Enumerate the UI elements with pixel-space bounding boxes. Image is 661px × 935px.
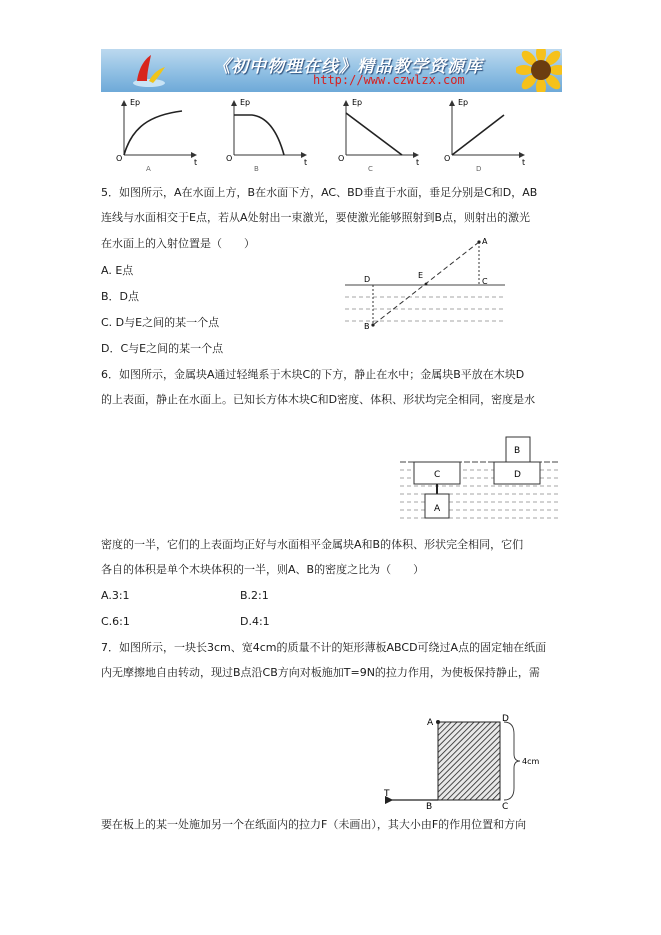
q6-option-a: A.3:1 (101, 589, 130, 602)
q5-option-c: C. D与E之间的某一个点 (101, 316, 220, 329)
q6-option-d: D.4:1 (240, 615, 270, 628)
graph-b-xlabel: t (304, 158, 308, 167)
q6-line-2: 的上表面，静止在水面上。已知长方体木块C和D密度、体积、形状均完全相同，密度是水 (101, 393, 536, 406)
graph-c-ylabel: Ep (352, 98, 363, 107)
graph-b (226, 98, 307, 173)
q5-fig-label-d: D (364, 275, 371, 284)
sunflower-icon (516, 49, 562, 92)
q6-figure (396, 434, 564, 524)
q7-fig-label-d: D (502, 714, 509, 724)
logo-icon (129, 53, 169, 89)
q7-figure (378, 710, 548, 812)
graph-b-origin: O (226, 154, 233, 163)
q6-line-4: 各自的体积是单个木块体积的一半，则A、B的密度之比为（ ） (101, 563, 425, 576)
q6-line-1: 6．如图所示，金属块A通过轻绳系于木块C的下方，静止在水中；金属块B平放在木块D (101, 368, 525, 381)
q6-fig-label-b: B (514, 446, 521, 456)
q5-line-1: 5．如图所示，A在水面上方，B在水面下方，AC、BD垂直于水面，垂足分别是C和D，AB (101, 186, 538, 199)
ep-t-graphs (110, 95, 540, 175)
graph-c (338, 98, 419, 173)
q6-fig-label-a: A (434, 504, 441, 514)
q7-fig-label-c: C (502, 802, 509, 812)
q5-figure (340, 232, 510, 332)
graph-b-ylabel: Ep (240, 98, 251, 107)
banner-url: http://www.czwlzx.com (313, 73, 465, 87)
q5-line-2: 连线与水面相交于E点，若从A处射出一束激光，要使激光能够照射到B点，则射出的激光 (101, 211, 531, 224)
q5-fig-label-a: A (482, 237, 488, 246)
q6-fig-label-d: D (514, 470, 521, 480)
graph-c-origin: O (338, 154, 345, 163)
q5-option-a: A. E点 (101, 264, 134, 277)
graph-a-ylabel: Ep (130, 98, 141, 107)
q5-fig-label-b: B (364, 322, 370, 331)
q5-fig-label-e: E (418, 271, 424, 280)
q6-option-c: C.6:1 (101, 615, 130, 628)
q6-option-b: B.2:1 (240, 589, 269, 602)
graph-a-label: A (146, 165, 151, 173)
q7-line-1: 7．如图所示，一块长3cm、宽4cm的质量不计的矩形薄板ABCD可绕过A点的固定轴在纸面 (101, 641, 547, 654)
graph-d-label: D (476, 165, 482, 173)
q7-fig-dimension: 4cm (522, 757, 540, 766)
q7-line-3: 要在板上的某一处施加另一个在纸面内的拉力F（未画出），其大小由F的作用位置和方向 (101, 818, 527, 831)
header-banner (101, 49, 562, 92)
graph-a (116, 98, 197, 173)
q5-option-b: B．D点 (101, 290, 140, 303)
graph-a-origin: O (116, 154, 123, 163)
q7-fig-label-a: A (427, 718, 434, 728)
graph-d-origin: O (444, 154, 451, 163)
graph-b-label: B (254, 165, 259, 173)
graph-d-ylabel: Ep (458, 98, 469, 107)
graph-c-label: C (368, 165, 373, 173)
q6-fig-label-c: C (434, 470, 441, 480)
q7-fig-label-t: T (384, 789, 390, 799)
q7-line-2: 内无摩擦地自由转动，现过B点沿CB方向对板施加T=9N的拉力作用，为使板保持静止，需 (101, 666, 540, 679)
q6-line-3: 密度的一半，它们的上表面均正好与水面相平金属块A和B的体积、形状完全相同，它们 (101, 538, 524, 551)
q7-fig-label-b: B (426, 802, 433, 812)
q5-fig-label-c: C (482, 277, 488, 286)
graph-a-xlabel: t (194, 158, 198, 167)
graph-c-xlabel: t (416, 158, 420, 167)
q5-option-d: D．C与E之间的某一个点 (101, 342, 224, 355)
graph-d-xlabel: t (522, 158, 526, 167)
graph-d (444, 98, 525, 173)
banner-title: 《初中物理在线》精品教学资源库 (213, 57, 483, 77)
q5-line-3: 在水面上的入射位置是（ ） (101, 237, 255, 250)
